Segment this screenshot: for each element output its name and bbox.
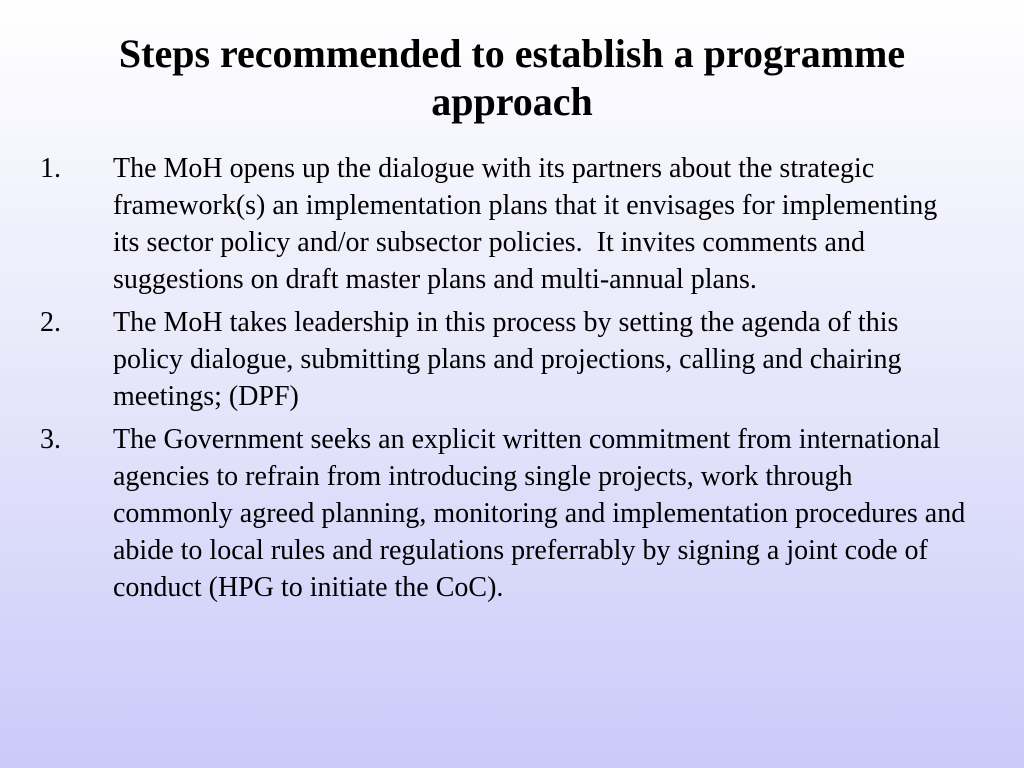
list-item (40, 421, 970, 606)
list-item-number: 2. (40, 307, 61, 338)
list-item (40, 150, 970, 298)
list-item-text: The Government seeks an explicit written commitment from international agencies to refrain from introducing single projects, work through commonly agreed planning, monitoring and implementation procedures and abide to local rules and regulations preferrably by signing a joint code of conduct (HPG to initiate the CoC). (113, 424, 966, 603)
list-item-text: The MoH takes leadership in this process by setting the agenda of this policy dialogue, submitting plans and projections, calling and chairing meetings; (DPF) (113, 307, 902, 412)
slide-title: Steps recommended to establish a programme approach (118, 31, 906, 124)
steps-list (40, 150, 970, 612)
list-item-text: The MoH opens up the dialogue with its partners about the strategic framework(s) an implementation plans that it envisages for implementing its sector policy and/or subsector policies. It invites comments and suggestions on draft master plans and multi-annual plans. (113, 153, 945, 295)
list-item-number: 3. (40, 424, 61, 455)
list-item (40, 304, 970, 415)
list-item-number: 1. (40, 153, 61, 184)
